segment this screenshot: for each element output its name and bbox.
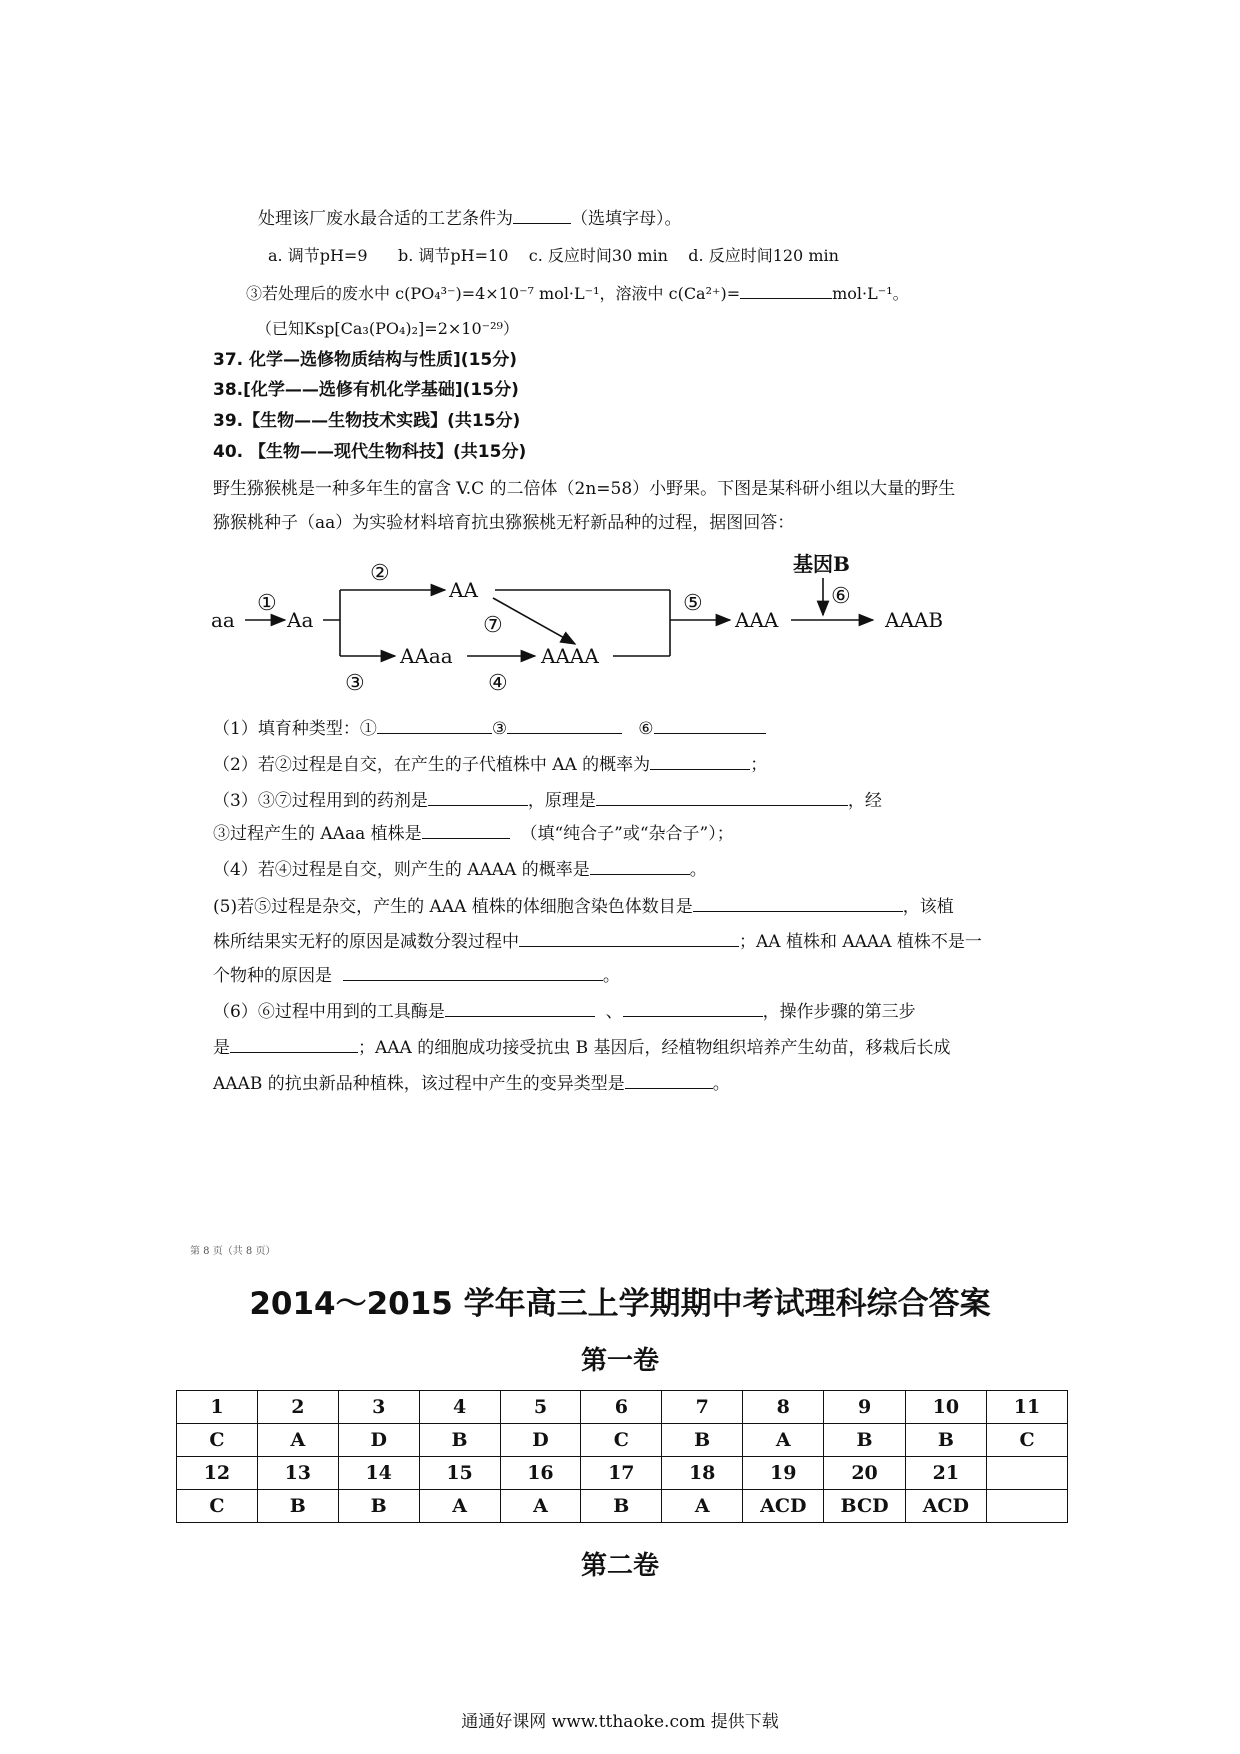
table-cell: 13 [257,1457,338,1490]
text-line: ③若处理后的废水中 c(PO₄³⁻)=4×10⁻⁷ mol·L⁻¹，溶液中 c(Ca²⁺)= mol·L⁻¹。 [246,284,909,303]
step-7: ⑦ [483,613,503,638]
page-number: 第 8 页（共 8 页） [190,1246,276,1257]
footer-source: 通通好课网 www.tthaoke.com 提供下载 [461,1712,779,1732]
table-cell: A [419,1490,500,1523]
breeding-diagram [205,548,965,698]
question-37: 37. 化学—选修物质结构与性质](15分) [213,350,517,370]
arrow [493,598,575,644]
table-cell: 17 [581,1457,662,1490]
subquestion-4: （4）若④过程是自交，则产生的 AAAA 的概率是 。 [213,860,707,880]
table-cell: D [338,1424,419,1457]
table-cell: 11 [987,1391,1068,1424]
subquestion-5-cont: 株所结果实无籽的原因是减数分裂过程中 ；AA 植株和 AAAA 植株不是一 [213,932,982,952]
step-3: ③ [345,671,365,696]
subquestion-6-cont: 是 ；AAA 的细胞成功接受抗虫 B 基因后，经植物组织培养产生幼苗，移栽后长成 [213,1038,951,1058]
genotype-Aa: Aa [287,608,314,632]
table-row [177,1424,1068,1457]
table-cell: B [824,1424,905,1457]
table-cell: A [500,1490,581,1523]
subquestion-5-cont: 个物种的原因是 。 [213,966,620,986]
table-cell: 9 [824,1391,905,1424]
table-cell: 12 [177,1457,258,1490]
table-cell: 15 [419,1457,500,1490]
table-cell: 5 [500,1391,581,1424]
table-cell [987,1457,1068,1490]
table-cell: 1 [177,1391,258,1424]
options-line: a. 调节pH=9 b. 调节pH=10 c. 反应时间30 min d. 反应时间120 min [268,246,839,265]
step-6: ⑥ [831,584,851,609]
table-cell: C [581,1424,662,1457]
genotype-aa: aa [211,608,235,632]
step-2: ② [370,561,390,586]
table-row [177,1490,1068,1523]
table-cell [987,1490,1068,1523]
table-cell: 21 [905,1457,986,1490]
subquestion-2: （2）若②过程是自交，在产生的子代植株中 AA 的概率为 ； [213,755,768,775]
table-cell: B [338,1490,419,1523]
table-cell: B [419,1424,500,1457]
table-cell: B [581,1490,662,1523]
genotype-AAAA: AAAA [541,644,599,668]
table-cell: BCD [824,1490,905,1523]
subquestion-6-cont: AAAB 的抗虫新品种植株，该过程中产生的变异类型是 。 [213,1074,730,1094]
text-line: （已知Ksp[Ca₃(PO₄)₂]=2×10⁻²⁹） [256,319,519,338]
table-cell: B [257,1490,338,1523]
genotype-AAAB: AAAB [885,608,944,632]
table-cell: A [662,1490,743,1523]
table-cell: 4 [419,1391,500,1424]
genotype-AAaa: AAaa [400,644,453,668]
table-cell: B [905,1424,986,1457]
table-cell: ACD [905,1490,986,1523]
subquestion-3-cont: ③过程产生的 AAaa 植株是 （填“纯合子”或“杂合子”）； [213,824,734,844]
table-cell: A [743,1424,824,1457]
part-two-heading: 第二卷 [580,1551,659,1581]
table-cell: 18 [662,1457,743,1490]
step-4: ④ [488,671,508,696]
table-cell: 16 [500,1457,581,1490]
question-39: 39.【生物——生物技术实践】(共15分) [213,411,521,431]
table-cell: 14 [338,1457,419,1490]
table-cell: 10 [905,1391,986,1424]
intro-paragraph: 猕猴桃种子（aa）为实验材料培育抗虫猕猴桃无籽新品种的过程，据图回答： [213,513,795,533]
step-5: ⑤ [683,591,703,616]
table-cell: 7 [662,1391,743,1424]
subquestion-3: （3）③⑦过程用到的药剂是 ，原理是 ，经 [213,791,882,811]
genotype-AAA: AAA [735,608,779,632]
part-one-heading: 第一卷 [580,1346,659,1376]
table-cell: 6 [581,1391,662,1424]
answer-table [176,1390,1068,1523]
subquestion-6: （6）⑥过程中用到的工具酶是 、 ，操作步骤的第三步 [213,1002,916,1022]
table-cell: B [662,1424,743,1457]
table-cell: ACD [743,1490,824,1523]
question-38: 38.[化学——选修有机化学基础](15分) [213,380,519,400]
question-40: 40. 【生物——现代生物科技】(共15分) [213,442,527,462]
table-cell: 19 [743,1457,824,1490]
genotype-AA: AA [449,578,478,602]
table-cell: C [177,1424,258,1457]
table-cell: 2 [257,1391,338,1424]
step-1: ① [257,591,277,616]
gene-b-label: 基因B [793,552,850,576]
answer-title: 2014～2015 学年高三上学期期中考试理科综合答案 [249,1286,991,1322]
table-cell: A [257,1424,338,1457]
table-cell: D [500,1424,581,1457]
table-cell: 8 [743,1391,824,1424]
table-cell: 3 [338,1391,419,1424]
table-row [177,1391,1068,1424]
table-cell: C [987,1424,1068,1457]
text-line: 处理该厂废水最合适的工艺条件为 （选填字母）。 [258,209,682,229]
table-row [177,1457,1068,1490]
intro-paragraph: 野生猕猴桃是一种多年生的富含 V.C 的二倍体（2n=58）小野果。下图是某科研小组以大量的野生 [213,479,956,499]
table-cell: C [177,1490,258,1523]
table-cell: 20 [824,1457,905,1490]
subquestion-1: （1）填育种类型：① ③ ⑥ [213,717,766,740]
subquestion-5: (5)若⑤过程是杂交，产生的 AAA 植株的体细胞含染色体数目是 ，该植 [213,897,954,917]
